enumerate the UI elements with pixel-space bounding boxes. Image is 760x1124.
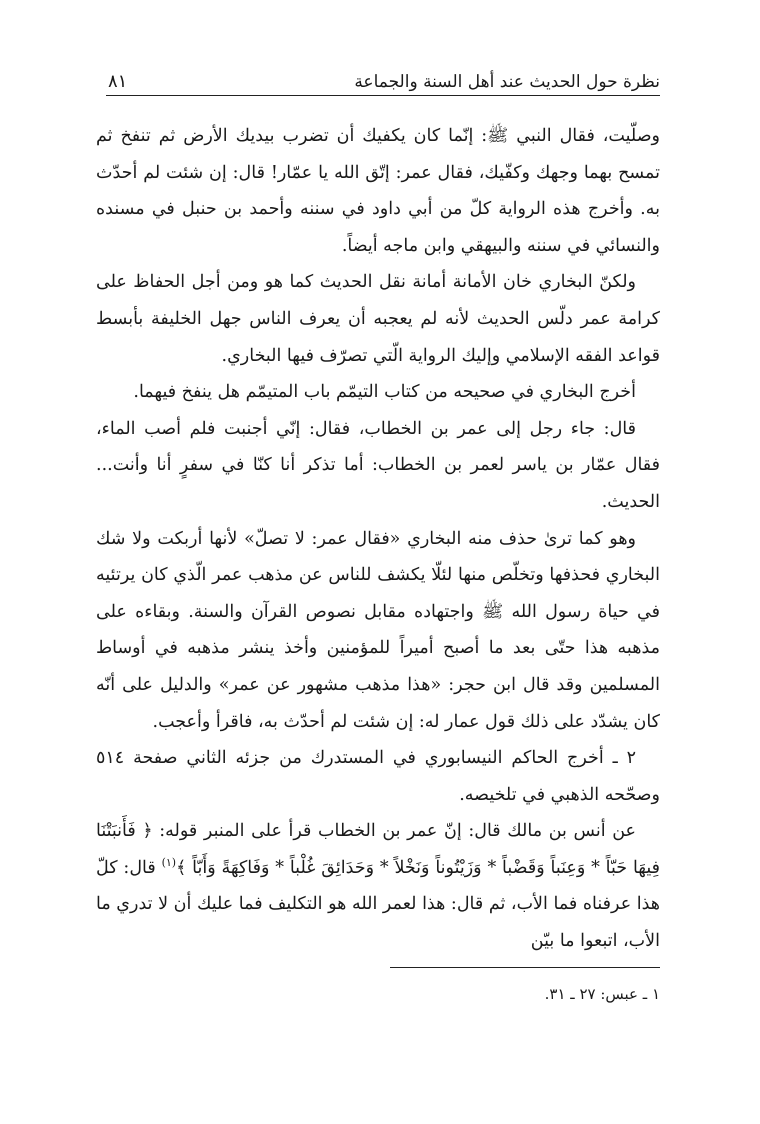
paragraph: أخرج البخاري في صحيحه من كتاب التيمّم باب المتيمّم هل ينفخ فيهما. (133, 382, 636, 403)
body-text (96, 118, 660, 960)
paragraph (96, 813, 660, 959)
paragraph: وهو كما ترىٰ حذف منه البخاري «فقال عمر: لا تصلّ» لأنها أربكت ولا شك البخاري فحذفها وتخلّص منها لئلّا يكشف للناس عن مذهب عمر الّذي كان يرتئيه في حياة رسول الله ﷺ واجتهاده مقابل نصوص القرآن والسنة. وبقاءه على مذهبه هذا حتّى بعد ما أصبح أميراً للمؤمنين وأخذ ينشر مذهبه في أوساط المسلمين وقد قال ابن حجر: «هذا مذهب مشهور عن عمر» والدليل على أنّه كان يشدّد على ذلك قول عمار له: إن شئت لم أحدّث به، فاقرأ وأعجب. (96, 528, 660, 732)
page-header (108, 62, 660, 92)
running-title: نظرة حول الحديث عند أهل السنة والجماعة (354, 72, 660, 92)
footnote: ١ ـ عبس: ٢٧ ـ ٣١. (544, 985, 660, 1003)
paragraph: ٢ ـ أخرج الحاكم النيسابوري في المستدرك من جزئه الثاني صفحة ٥١٤ وصحّحه الذهبي في تلخيصه. (96, 748, 660, 805)
paragraph: قال: جاء رجل إلى عمر بن الخطاب، فقال: إنّي أجنبت فلم أصب الماء، فقال عمّار بن ياسر لعمر بن الخطاب: أما تذكر أنا كنّا في سفرٍ أنا وأنت... الحديث. (96, 418, 660, 512)
footnote-reference[interactable]: (١) (161, 856, 177, 870)
paragraph: وصلّيت، فقال النبي ﷺ: إنّما كان يكفيك أن تضرب بيديك الأرض ثم تنفخ ثم تمسح بهما وجهك وكفّيك، فقال عمر: إتّق الله يا عمّار! قال: إن شئت لم أحدّث به. وأخرج هذه الرواية كلّ من أبي داود في سننه وأحمد بن حنبل في مسنده والنسائي في سننه والبيهقي وابن ماجه أيضاً. (96, 126, 660, 256)
footnote-rule (390, 967, 660, 968)
paragraph-text: قال: كلّ هذا عرفناه فما الأب، ثم قال: هذا لعمر الله هو التكليف فما عليك أن لا تدري ما الأب، اتبعوا ما بيّن (96, 857, 660, 952)
page-number: ٨١ (108, 71, 128, 92)
header-rule (106, 95, 660, 96)
paragraph-text: عن أنس بن مالك قال: إنّ عمر بن الخطاب قرأ على المنبر قوله: ﴿ فَأَنبَتْنَا فِيهَا حَبّاً * وَعِنَباً وَقَضْباً * وَزَيْتُوناً وَنَخْلاً * وَحَدَائِقَ غُلْباً * وَفَاكِهَةً وَأَبّاً ﴾ (96, 821, 660, 878)
paragraph: ولكنّ البخاري خان الأمانة أمانة نقل الحديث كما هو ومن أجل الحفاظ على كرامة عمر دلّس الحديث لأنه لم يعجبه أن يعرف الناس جهل الخليفة بأبسط قواعد الفقه الإسلامي وإليك الرواية الّتي تصرّف فيها البخاري. (96, 272, 660, 366)
